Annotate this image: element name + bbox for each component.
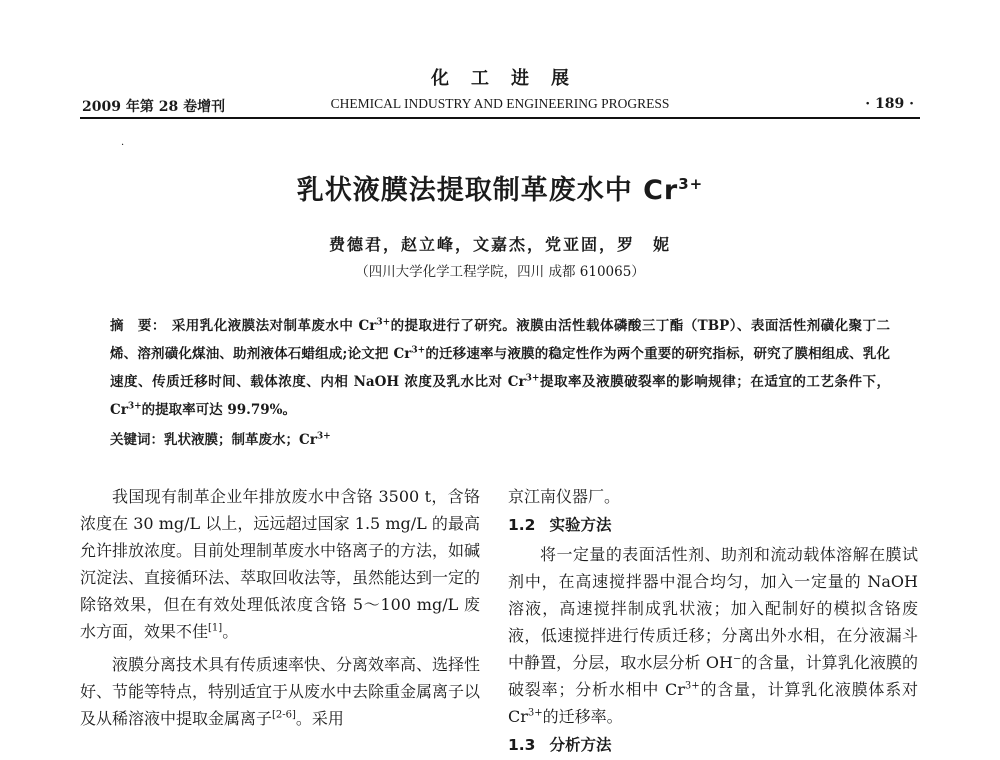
paragraph-text: 我国现有制革企业年排放废水中含铬 3500 t，含铬浓度在 30 mg/L 以上，远远超过国家 1.5 mg/L 的最高允许排放浓度。目前处理制革废水中铬离子的方法，如碱沉淀法、直接循环法、萃取回收法等，虽然能达到一定的除铬效果，但在有效处理低浓度含铬 5～100 mg/L 废水方面，效果不佳 [80,487,481,641]
section-number: 1.3 [508,736,536,754]
section-heading-1-2 [508,512,918,539]
keywords-text: 乳状液膜；制革废水；Cr [164,432,317,448]
paragraph [508,541,918,730]
keywords-sup: 3+ [316,431,331,442]
paragraph-text: 的含量，计算乳化液膜体系对 Cr [508,680,918,726]
abstract-sup-1: 3+ [376,317,391,328]
title-superscript: 3+ [678,175,704,193]
abstract [110,312,890,424]
journal-name-cn: 化工进展 [431,68,591,89]
header-rule [80,117,920,119]
paragraph-continuation: 京江南仪器厂。 [508,487,621,506]
citation: [2-6] [272,709,296,721]
abstract-sup-2: 3+ [411,345,426,356]
superscript: 3+ [684,680,700,692]
section-title: 分析方法 [549,736,612,754]
abstract-text-3: 的迁移速率与液膜的稳定性作为两个重要的研究指标，研究了膜相组成、乳化速度、传质迁移时间、载体浓度、内相 NaOH 浓度及乳水比对 Cr [110,346,890,390]
abstract-text-4: 提取率及液膜破裂率的影响规律；在适宜的工艺条件下，Cr [110,374,891,418]
paragraph-text: 的迁移率。 [542,707,623,726]
issue-info: 2009 年第 28 卷增刊 [82,99,226,115]
paragraph [80,483,480,645]
paragraph-text: 液膜分离技术具有传质速率快、分离效率高、选择性好、节能等特点，特别适宜于从废水中去除重金属离子以及从稀溶液中提取金属离子 [80,655,481,728]
abstract-text-1: 采用乳化液膜法对制革废水中 Cr [171,318,377,334]
page-number: · 189 · [865,96,914,112]
paragraph [80,651,480,732]
section-number: 1.2 [508,516,536,534]
journal-name-en: CHEMICAL INDUSTRY AND ENGINEERING PROGRESS [330,96,670,111]
section-title: 实验方法 [549,516,612,534]
section-heading-1-3 [508,732,918,759]
paragraph-text: 的含量，计算乳化液膜的破裂率；分析水相中 Cr [508,653,918,699]
paper-title [0,168,1000,207]
body-left-column [80,483,480,732]
superscript: − [732,653,742,665]
abstract-label: 摘 要： [110,318,166,334]
abstract-sup-3: 3+ [525,373,540,384]
superscript: 3+ [527,707,543,719]
keywords-label: 关键词： [110,432,164,448]
abstract-text-2: 的提取进行了研究。液膜由活性载体磷酸三丁酯（TBP）、表面活性剂磺化聚丁二烯、溶剂磺化煤油、助剂液体石蜡组成;论文把 Cr [110,318,891,362]
affiliation: （四川大学化学工程学院，四川 成都 610065） [355,264,645,280]
paragraph-text: 。采用 [295,709,344,728]
title-text: 乳状液膜法提取制革废水中 Cr [296,175,679,206]
abstract-text-5: 的提取率可达 99.79%。 [141,402,296,418]
abstract-sup-4: 3+ [127,401,142,412]
paragraph-text: 。 [222,622,239,641]
citation: [1] [208,622,223,634]
keywords [110,428,890,448]
paragraph-text: 将一定量的表面活性剂、助剂和流动载体溶解在膜试剂中，在高速搅拌器中混合均匀，加入一定量的 NaOH 溶液，高速搅拌制成乳状液；加入配制好的模拟含铬废液，低速搅拌进行传质迁移；分离出外水相，在分液漏斗中静置，分层，取水层分析 OH [508,545,918,672]
author-list: 费德君，赵立峰，文嘉杰，党亚固，罗 妮 [328,235,671,254]
body-right-column [508,483,918,759]
stray-dot: · [121,140,125,151]
